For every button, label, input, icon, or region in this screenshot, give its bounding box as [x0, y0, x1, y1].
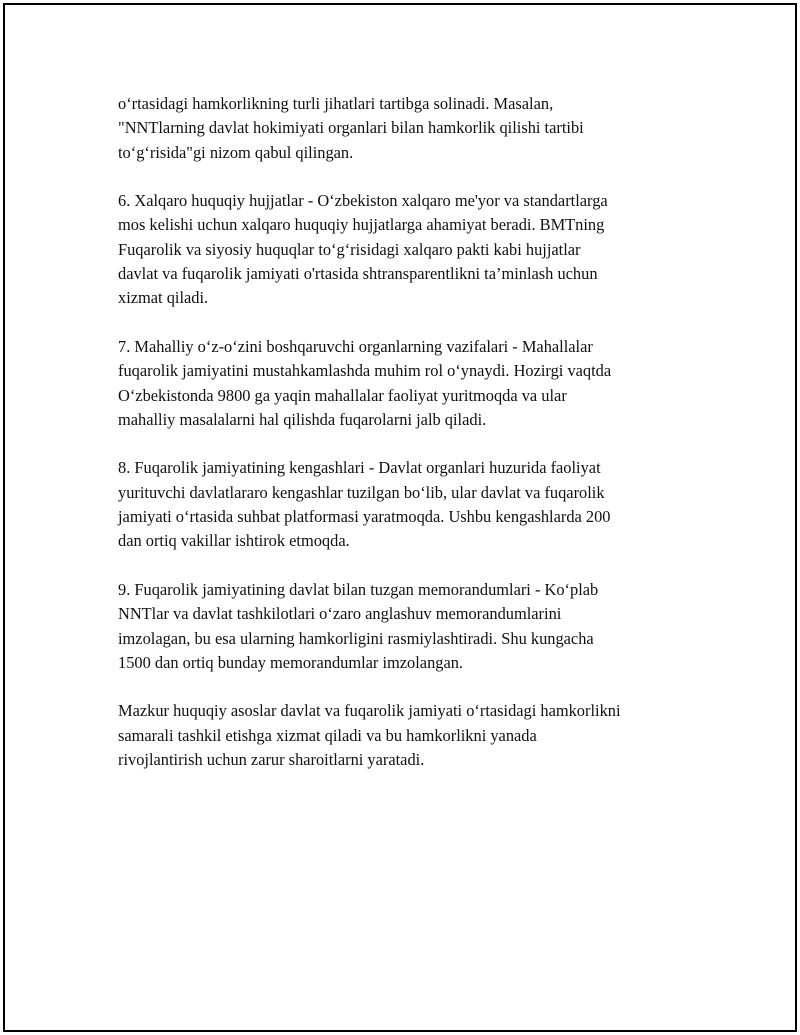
text-line: O‘zbekistonda 9800 ga yaqin mahallalar faoliyat yuritmoqda va ular: [118, 385, 567, 405]
text-line: to‘g‘risida"gi nizom qabul qilingan.: [118, 142, 354, 162]
text-line: Fuqarolik va siyosiy huquqlar to‘g‘risidagi xalqaro pakti kabi hujjatlar: [118, 239, 581, 259]
text-line: Mazkur huquqiy asoslar davlat va fuqarolik jamiyati o‘rtasidagi hamkorlikni: [118, 701, 621, 721]
text-line: mahalliy masalalarni hal qilishda fuqarolarni jalb qiladi.: [118, 409, 487, 429]
paragraph-item-9: [118, 578, 718, 675]
text-line: rivojlantirish uchun zarur sharoitlarni yaratadi.: [118, 750, 425, 770]
paragraph-intro-continuation: [118, 92, 718, 165]
text-line: samarali tashkil etishga xizmat qiladi va bu hamkorlikni yanada: [118, 725, 537, 745]
text-line: fuqarolik jamiyatini mustahkamlashda muhim rol o‘ynaydi. Hozirgi vaqtda: [118, 361, 612, 381]
text-line: yurituvchi davlatlararo kengashlar tuzilgan bo‘lib, ular davlat va fuqarolik: [118, 482, 605, 502]
text-line: 1500 dan ortiq bunday memorandumlar imzolangan.: [118, 652, 464, 672]
text-line: 6. Xalqaro huquqiy hujjatlar - O‘zbekiston xalqaro me'yor va standartlarga: [118, 191, 608, 211]
paragraph-item-8: [118, 456, 718, 553]
text-line: jamiyati o‘rtasida suhbat platformasi yaratmoqda. Ushbu kengashlarda 200: [118, 507, 611, 527]
text-line: "NNTlarning davlat hokimiyati organlari bilan hamkorlik qilishi tartibi: [118, 118, 584, 138]
paragraph-item-6: [118, 189, 718, 310]
paragraph-item-7: [118, 335, 718, 432]
text-line: mos kelishi uchun xalqaro huquqiy hujjatlarga ahamiyat beradi. BMTning: [118, 215, 605, 235]
text-line: imzolagan, bu esa ularning hamkorligini rasmiylashtiradi. Shu kungacha: [118, 628, 594, 648]
text-line: 8. Fuqarolik jamiyatining kengashlari - Davlat organlari huzurida faoliyat: [118, 458, 601, 478]
text-line: NNTlar va davlat tashkilotlari o‘zaro anglashuv memorandumlarini: [118, 604, 562, 624]
text-line: davlat va fuqarolik jamiyati o'rtasida shtransparentlikni ta’minlash uchun: [118, 264, 598, 284]
paragraph-conclusion: [118, 699, 718, 772]
text-line: 9. Fuqarolik jamiyatining davlat bilan tuzgan memorandumlari - Ko‘plab: [118, 579, 599, 599]
text-line: 7. Mahalliy o‘z-o‘zini boshqaruvchi organlarning vazifalari - Mahallalar: [118, 336, 593, 356]
document-body: [118, 92, 718, 797]
text-line: o‘rtasidagi hamkorlikning turli jihatlari tartibga solinadi. Masalan,: [118, 94, 554, 113]
text-line: dan ortiq vakillar ishtirok etmoqda.: [118, 531, 350, 551]
text-line: xizmat qiladi.: [118, 288, 209, 308]
